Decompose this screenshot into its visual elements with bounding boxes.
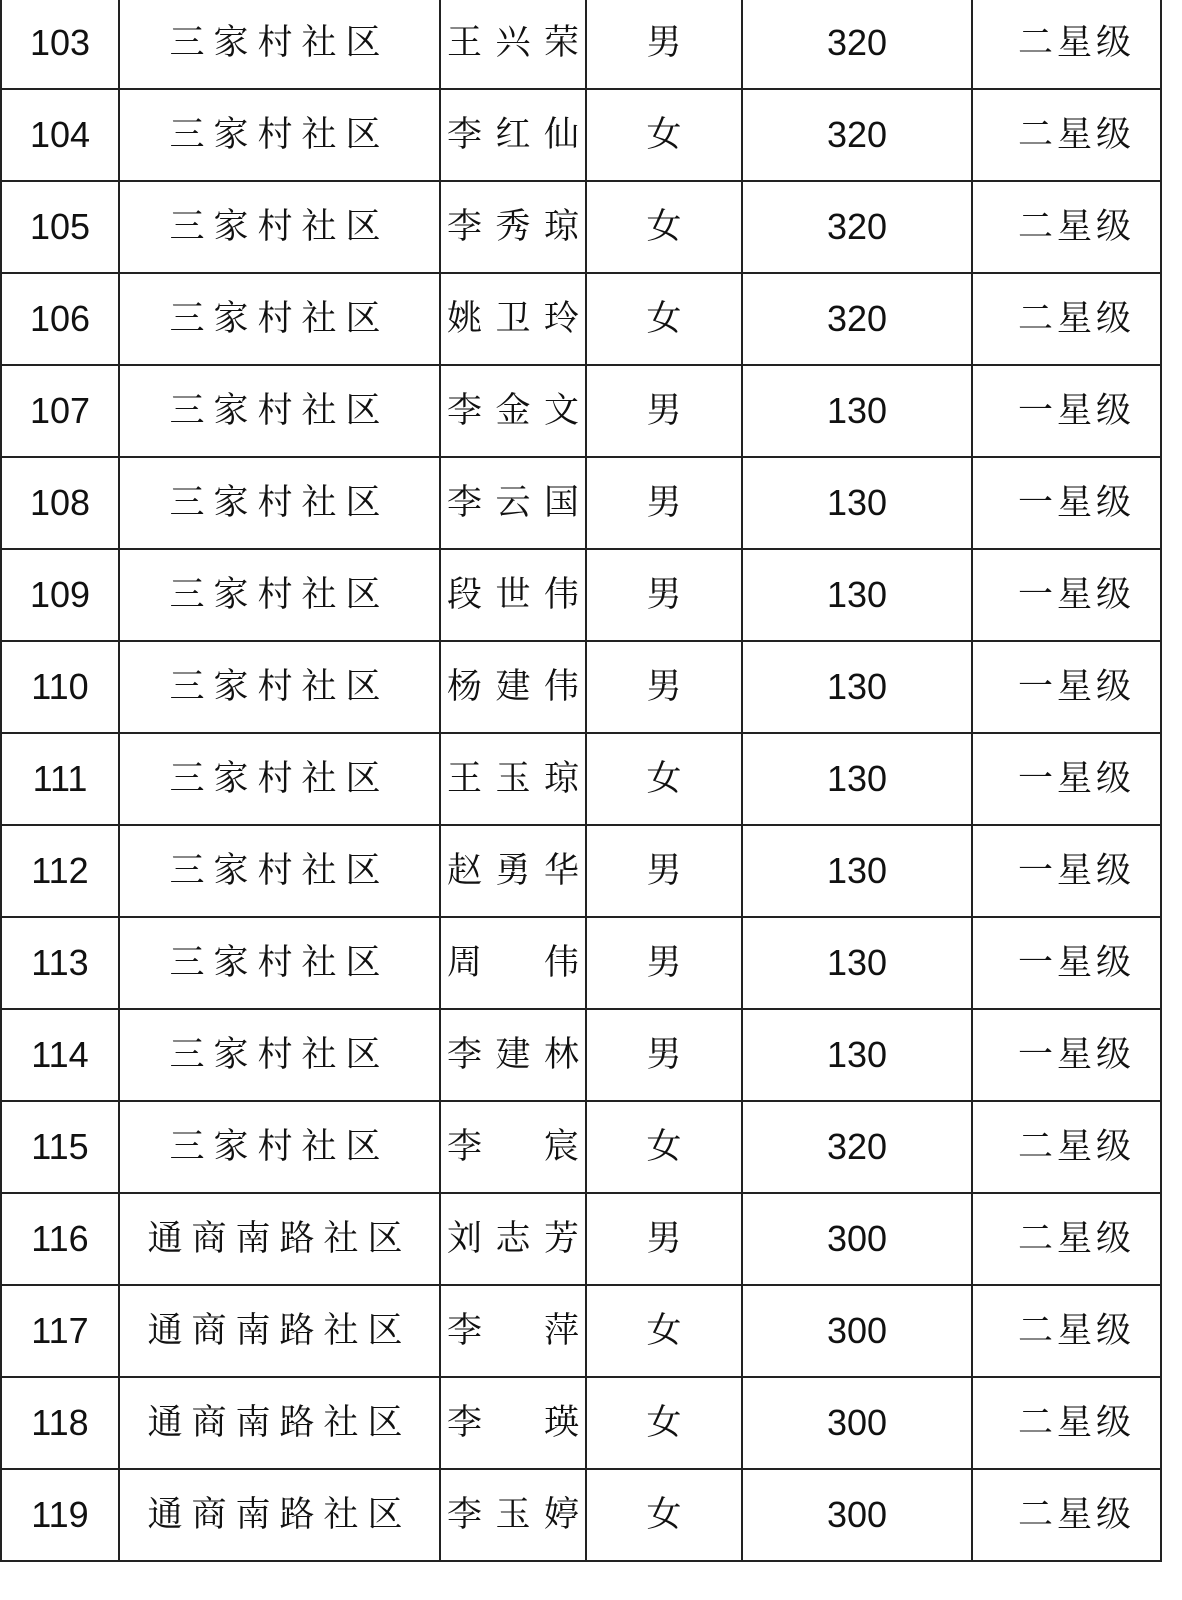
- row-number-cell: 118: [1, 1377, 119, 1469]
- level-cell: 一星级: [972, 733, 1161, 825]
- amount-cell: 320: [742, 273, 972, 365]
- table-row: [1, 1285, 1161, 1377]
- row-number-cell: 114: [1, 1009, 119, 1101]
- community-cell: 三家村社区: [119, 0, 440, 89]
- level-cell: 一星级: [972, 549, 1161, 641]
- name-characters: [447, 850, 579, 891]
- amount-cell: 130: [742, 1009, 972, 1101]
- name-character: 秀: [495, 206, 531, 247]
- community-cell: 三家村社区: [119, 273, 440, 365]
- gender-cell: 女: [586, 89, 742, 181]
- community-cell: 三家村社区: [119, 825, 440, 917]
- name-cell: [440, 457, 586, 549]
- name-cell: [440, 1285, 586, 1377]
- community-cell: 三家村社区: [119, 181, 440, 273]
- name-character: 李: [447, 482, 483, 523]
- gender-cell: 男: [586, 917, 742, 1009]
- name-character: 李: [447, 1402, 483, 1443]
- amount-cell: 130: [742, 733, 972, 825]
- row-number-cell: 106: [1, 273, 119, 365]
- name-character: 杨: [447, 666, 483, 707]
- name-character: 金: [495, 390, 531, 431]
- name-character: 周: [447, 942, 483, 983]
- amount-cell: 320: [742, 1101, 972, 1193]
- name-character: 芳: [543, 1218, 579, 1259]
- community-cell: 三家村社区: [119, 917, 440, 1009]
- name-character: 玉: [495, 1494, 531, 1535]
- row-number-cell: 105: [1, 181, 119, 273]
- row-number-cell: 111: [1, 733, 119, 825]
- level-cell: 二星级: [972, 1285, 1161, 1377]
- amount-cell: 130: [742, 549, 972, 641]
- table-row: [1, 457, 1161, 549]
- name-character: 李: [447, 114, 483, 155]
- name-characters: [447, 1310, 579, 1351]
- community-cell: 通商南路社区: [119, 1285, 440, 1377]
- row-number-cell: 109: [1, 549, 119, 641]
- level-cell: 一星级: [972, 365, 1161, 457]
- level-cell: 一星级: [972, 457, 1161, 549]
- table-row: [1, 917, 1161, 1009]
- name-cell: [440, 733, 586, 825]
- community-cell: 三家村社区: [119, 733, 440, 825]
- name-cell: [440, 1009, 586, 1101]
- name-character: 姚: [447, 298, 483, 339]
- name-character: 国: [543, 482, 579, 523]
- name-character: 建: [495, 666, 531, 707]
- name-cell: [440, 1377, 586, 1469]
- gender-cell: 男: [586, 1193, 742, 1285]
- amount-cell: 300: [742, 1285, 972, 1377]
- level-cell: 二星级: [972, 1101, 1161, 1193]
- row-number-cell: 119: [1, 1469, 119, 1561]
- community-cell: 三家村社区: [119, 457, 440, 549]
- name-character: 刘: [447, 1218, 483, 1259]
- name-character: 玲: [543, 298, 579, 339]
- name-character: 荣: [543, 22, 579, 63]
- row-number-cell: 110: [1, 641, 119, 733]
- table-row: [1, 1193, 1161, 1285]
- row-number-cell: 108: [1, 457, 119, 549]
- row-number-cell: 113: [1, 917, 119, 1009]
- community-cell: 三家村社区: [119, 1101, 440, 1193]
- row-number-cell: 117: [1, 1285, 119, 1377]
- community-cell: 通商南路社区: [119, 1377, 440, 1469]
- name-characters: [447, 1402, 579, 1443]
- community-cell: 通商南路社区: [119, 1193, 440, 1285]
- name-characters: [447, 1218, 579, 1259]
- level-cell: 二星级: [972, 0, 1161, 89]
- level-cell: 一星级: [972, 1009, 1161, 1101]
- name-character: 瑛: [543, 1402, 579, 1443]
- gender-cell: 女: [586, 1285, 742, 1377]
- name-character: 王: [447, 758, 483, 799]
- amount-cell: 320: [742, 181, 972, 273]
- gender-cell: 女: [586, 733, 742, 825]
- name-characters: [447, 574, 579, 615]
- gender-cell: 男: [586, 0, 742, 89]
- gender-cell: 男: [586, 1009, 742, 1101]
- name-character: 李: [447, 1126, 483, 1167]
- name-character: 勇: [495, 850, 531, 891]
- level-cell: 二星级: [972, 1377, 1161, 1469]
- gender-cell: 男: [586, 365, 742, 457]
- name-character: 世: [495, 574, 531, 615]
- level-cell: 二星级: [972, 1469, 1161, 1561]
- row-number-cell: 103: [1, 0, 119, 89]
- amount-cell: 130: [742, 825, 972, 917]
- table-row: [1, 733, 1161, 825]
- community-cell: 三家村社区: [119, 89, 440, 181]
- table-row: [1, 825, 1161, 917]
- name-character: 云: [495, 482, 531, 523]
- name-character: 李: [447, 390, 483, 431]
- gender-cell: 男: [586, 825, 742, 917]
- row-number-cell: 107: [1, 365, 119, 457]
- name-character: 琼: [543, 758, 579, 799]
- amount-cell: 320: [742, 89, 972, 181]
- name-character: 李: [447, 1034, 483, 1075]
- name-characters: [447, 942, 579, 983]
- name-cell: [440, 1101, 586, 1193]
- row-number-cell: 116: [1, 1193, 119, 1285]
- table-body: [1, 0, 1161, 1561]
- gender-cell: 女: [586, 273, 742, 365]
- name-characters: [447, 298, 579, 339]
- name-character: 兴: [495, 22, 531, 63]
- community-cell: 三家村社区: [119, 1009, 440, 1101]
- name-cell: [440, 365, 586, 457]
- table-row: [1, 0, 1161, 89]
- name-character: 伟: [543, 942, 579, 983]
- table-row: [1, 1377, 1161, 1469]
- name-cell: [440, 825, 586, 917]
- table-row: [1, 273, 1161, 365]
- table-row: [1, 641, 1161, 733]
- level-cell: 二星级: [972, 1193, 1161, 1285]
- name-character: 段: [447, 574, 483, 615]
- name-character: 红: [495, 114, 531, 155]
- name-character: 林: [543, 1034, 579, 1075]
- name-characters: [447, 1034, 579, 1075]
- gender-cell: 男: [586, 457, 742, 549]
- name-characters: [447, 22, 579, 63]
- name-characters: [447, 758, 579, 799]
- amount-cell: 130: [742, 641, 972, 733]
- name-cell: [440, 1469, 586, 1561]
- level-cell: 二星级: [972, 181, 1161, 273]
- name-character: 婷: [543, 1494, 579, 1535]
- level-cell: 一星级: [972, 825, 1161, 917]
- name-cell: [440, 181, 586, 273]
- name-character: 宸: [543, 1126, 579, 1167]
- name-character: 萍: [543, 1310, 579, 1351]
- name-character: 赵: [447, 850, 483, 891]
- name-cell: [440, 0, 586, 89]
- table-row: [1, 1469, 1161, 1561]
- community-cell: 通商南路社区: [119, 1469, 440, 1561]
- gender-cell: 男: [586, 641, 742, 733]
- gender-cell: 女: [586, 1377, 742, 1469]
- amount-cell: 320: [742, 0, 972, 89]
- name-characters: [447, 1494, 579, 1535]
- row-number-cell: 104: [1, 89, 119, 181]
- gender-cell: 女: [586, 1469, 742, 1561]
- name-character: 卫: [495, 298, 531, 339]
- name-character: 王: [447, 22, 483, 63]
- name-character: 琼: [543, 206, 579, 247]
- row-number-cell: 112: [1, 825, 119, 917]
- name-characters: [447, 1126, 579, 1167]
- community-cell: 三家村社区: [119, 641, 440, 733]
- amount-cell: 130: [742, 457, 972, 549]
- level-cell: 一星级: [972, 917, 1161, 1009]
- table-row: [1, 1101, 1161, 1193]
- amount-cell: 300: [742, 1377, 972, 1469]
- name-cell: [440, 273, 586, 365]
- community-cell: 三家村社区: [119, 549, 440, 641]
- name-character: 文: [543, 390, 579, 431]
- name-character: 李: [447, 1494, 483, 1535]
- name-characters: [447, 482, 579, 523]
- amount-cell: 130: [742, 917, 972, 1009]
- name-cell: [440, 641, 586, 733]
- name-cell: [440, 917, 586, 1009]
- table-row: [1, 549, 1161, 641]
- name-character: 李: [447, 1310, 483, 1351]
- level-cell: 二星级: [972, 273, 1161, 365]
- name-character: 玉: [495, 758, 531, 799]
- table-row: [1, 89, 1161, 181]
- table-row: [1, 181, 1161, 273]
- name-cell: [440, 549, 586, 641]
- name-characters: [447, 206, 579, 247]
- name-cell: [440, 89, 586, 181]
- name-cell: [440, 1193, 586, 1285]
- gender-cell: 女: [586, 1101, 742, 1193]
- level-cell: 一星级: [972, 641, 1161, 733]
- table-row: [1, 365, 1161, 457]
- name-characters: [447, 114, 579, 155]
- name-character: 建: [495, 1034, 531, 1075]
- table-row: [1, 1009, 1161, 1101]
- row-number-cell: 115: [1, 1101, 119, 1193]
- name-characters: [447, 666, 579, 707]
- name-character: 李: [447, 206, 483, 247]
- level-cell: 二星级: [972, 89, 1161, 181]
- name-characters: [447, 390, 579, 431]
- name-character: 伟: [543, 574, 579, 615]
- name-character: 仙: [543, 114, 579, 155]
- gender-cell: 女: [586, 181, 742, 273]
- name-character: 伟: [543, 666, 579, 707]
- name-character: 华: [543, 850, 579, 891]
- amount-cell: 130: [742, 365, 972, 457]
- name-character: 志: [495, 1218, 531, 1259]
- amount-cell: 300: [742, 1193, 972, 1285]
- gender-cell: 男: [586, 549, 742, 641]
- community-cell: 三家村社区: [119, 365, 440, 457]
- amount-cell: 300: [742, 1469, 972, 1561]
